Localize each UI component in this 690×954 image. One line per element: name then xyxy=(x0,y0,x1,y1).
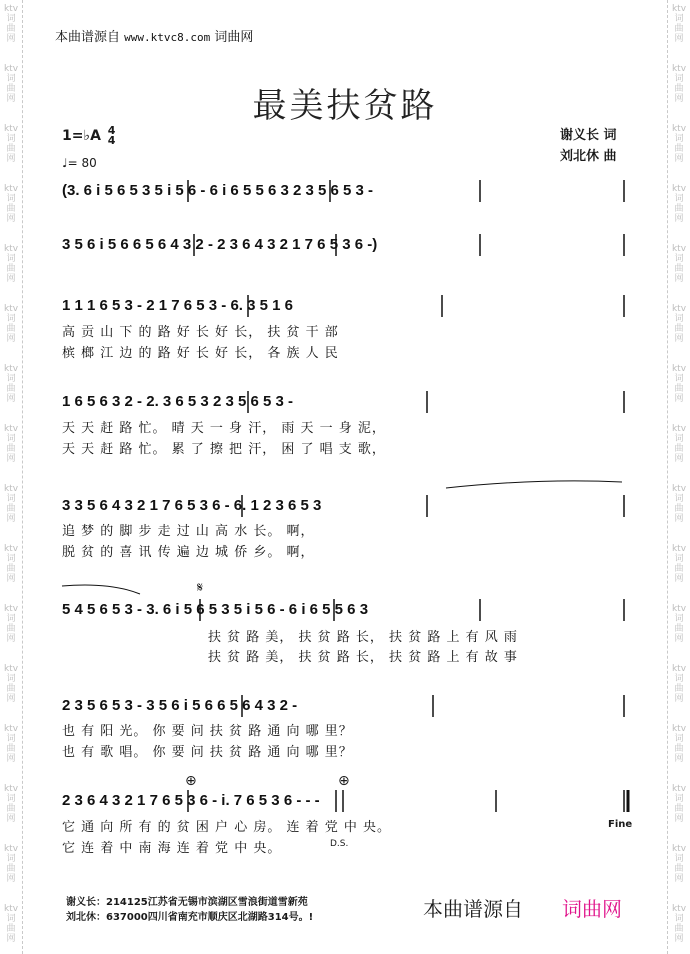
watermark-mark: ktv 词 曲 网 xyxy=(671,4,687,44)
lyric-line-1: 高 贡 山 下 的 路 好 长 好 长， 扶 贫 干 部 xyxy=(62,325,339,340)
slur xyxy=(62,585,140,594)
watermark-mark: ktv 词 曲 网 xyxy=(3,724,19,764)
watermark-mark: ktv 词 曲 网 xyxy=(671,844,687,884)
watermark-mark: ktv 词 曲 网 xyxy=(3,304,19,344)
row-notes: 3 5 6 i 5 6 6 5 6 4 3 2 - 2 3 6 4 3 2 1 7 6 5 3 6 -) xyxy=(62,236,378,253)
lyric-line-2: 脱 贫 的 喜 讯 传 遍 边 城 侨 乡。 啊， xyxy=(62,545,315,560)
row-notes: 1 6 5 6 3 2 - 2. 3 6 5 3 2 3 5 6 5 3 - xyxy=(62,393,293,410)
watermark-mark: ktv 词 曲 网 xyxy=(3,604,19,644)
watermark-mark: ktv 词 曲 网 xyxy=(3,544,19,584)
composer-credit: 刘北休 曲 xyxy=(560,149,617,164)
watermark-mark: ktv 词 曲 网 xyxy=(671,424,687,464)
brand-prefix: 本曲谱源自 xyxy=(423,897,523,921)
watermark-mark: ktv 词 曲 网 xyxy=(671,664,687,704)
lyric-line-1: 它 通 向 所 有 的 贫 困 户 心 房。 连 着 党 中 央。 xyxy=(62,820,391,835)
key-label: 1=♭A xyxy=(62,128,101,144)
row-notes: 5 4 5 6 5 3 - 3. 6 i 5 6 5 3 5 i 5 6 - 6 i 6 5 5 6 3 xyxy=(62,601,369,618)
watermark-mark: ktv 词 曲 网 xyxy=(3,844,19,884)
watermark-mark: ktv 词 曲 网 xyxy=(671,544,687,584)
lyric-line-2: 槟 榔 江 边 的 路 好 长 好 长， 各 族 人 民 xyxy=(62,346,339,361)
watermark-mark: ktv 词 曲 网 xyxy=(3,664,19,704)
watermark-mark: ktv 词 曲 网 xyxy=(671,724,687,764)
lyricist-credit: 谢义长 词 xyxy=(560,128,617,143)
time-numerator: 4 xyxy=(107,124,116,137)
watermark-mark: ktv 词 曲 网 xyxy=(3,904,19,944)
lyric-line-1: 追 梦 的 脚 步 走 过 山 高 水 长。 啊， xyxy=(62,524,315,539)
row-notes: 2 3 6 4 3 2 1 7 6 5 3 6 - i. 7 6 5 3 6 - - - xyxy=(62,792,320,809)
watermark-mark: ktv 词 曲 网 xyxy=(671,484,687,524)
song-title: 最美扶贫路 xyxy=(252,86,438,126)
lyric-line-2: 也 有 歌 唱。 你 要 问 扶 贫 路 通 向 哪 里？ xyxy=(62,745,353,760)
watermark-mark: ktv 词 曲 网 xyxy=(671,244,687,284)
footer-line-1: 谢义长：214125江苏省无锡市滨湖区雪浪街道雪新苑 xyxy=(66,897,308,908)
watermark-mark: ktv 词 曲 网 xyxy=(3,784,19,824)
time-denominator: 4 xyxy=(107,134,116,147)
watermark-mark: ktv 词 曲 网 xyxy=(3,124,19,164)
watermark-mark: ktv 词 曲 网 xyxy=(3,424,19,464)
watermark-mark: ktv 词 曲 网 xyxy=(671,364,687,404)
watermark-mark: ktv 词 曲 网 xyxy=(671,904,687,944)
row-notes: 2 3 5 6 5 3 - 3 5 6 i 5 6 6 5 6 4 3 2 - xyxy=(62,697,298,714)
coda-icon: ⊕ xyxy=(185,773,197,789)
lyric-line-2: 它 连 着 中 南 海 连 着 党 中 央。 xyxy=(62,841,282,856)
row-notes: 3 3 5 6 4 3 2 1 7 6 5 3 6 - 6. 1 2 3 6 5 3 xyxy=(62,497,322,514)
header-url[interactable]: www.ktvc8.com xyxy=(124,31,211,44)
watermark-mark: ktv 词 曲 网 xyxy=(3,64,19,104)
brand-site[interactable]: 词曲网 xyxy=(562,897,622,921)
watermark-mark: ktv 词 曲 网 xyxy=(671,64,687,104)
quarter-note-icon: ♩ xyxy=(62,156,68,170)
watermark-mark: ktv 词 曲 网 xyxy=(3,4,19,44)
watermark-mark: ktv 词 曲 网 xyxy=(671,784,687,824)
header-site[interactable]: 词曲网 xyxy=(214,30,254,45)
coda-icon: ⊕ xyxy=(338,773,350,789)
lyric-line-2: 扶 贫 路 美， 扶 贫 路 长， 扶 贫 路 上 有 故 事 xyxy=(208,650,518,665)
tempo-value: = 80 xyxy=(67,156,97,170)
watermark-mark: ktv 词 曲 网 xyxy=(3,484,19,524)
watermark-mark: ktv 词 曲 网 xyxy=(671,184,687,224)
lyric-line-1: 也 有 阳 光。 你 要 问 扶 贫 路 通 向 哪 里？ xyxy=(62,724,353,739)
ds-marking: D.S. xyxy=(330,839,349,849)
watermark-mark: ktv 词 曲 网 xyxy=(3,244,19,284)
row-notes: 1 1 1 6 5 3 - 2 1 7 6 5 3 - 6. 3 5 1 6 xyxy=(62,297,293,314)
footer-line-2: 刘北休：637000四川省南充市顺庆区北湖路314号。! xyxy=(66,912,314,923)
watermark-mark: ktv 词 曲 网 xyxy=(671,604,687,644)
segno-icon: 𝄋 xyxy=(197,580,204,596)
fine-marking: Fine xyxy=(608,819,633,830)
lyric-line-2: 天 天 赶 路 忙。 累 了 擦 把 汗， 困 了 唱 支 歌， xyxy=(62,442,386,457)
lyric-line-1: 天 天 赶 路 忙。 晴 天 一 身 汗， 雨 天 一 身 泥， xyxy=(62,421,386,436)
lyric-line-1: 扶 贫 路 美， 扶 贫 路 长， 扶 贫 路 上 有 风 雨 xyxy=(208,630,518,645)
watermark-mark: ktv 词 曲 网 xyxy=(3,184,19,224)
header-prefix: 本曲谱源自 xyxy=(55,30,121,45)
slur xyxy=(446,481,622,488)
watermark-mark: ktv 词 曲 网 xyxy=(671,124,687,164)
row-notes: (3. 6 i 5 6 5 3 5 i 5 6 - 6 i 6 5 5 6 3 2 3 5 6 5 3 - xyxy=(62,182,374,199)
watermark-mark: ktv 词 曲 网 xyxy=(671,304,687,344)
watermark-mark: ktv 词 曲 网 xyxy=(3,364,19,404)
